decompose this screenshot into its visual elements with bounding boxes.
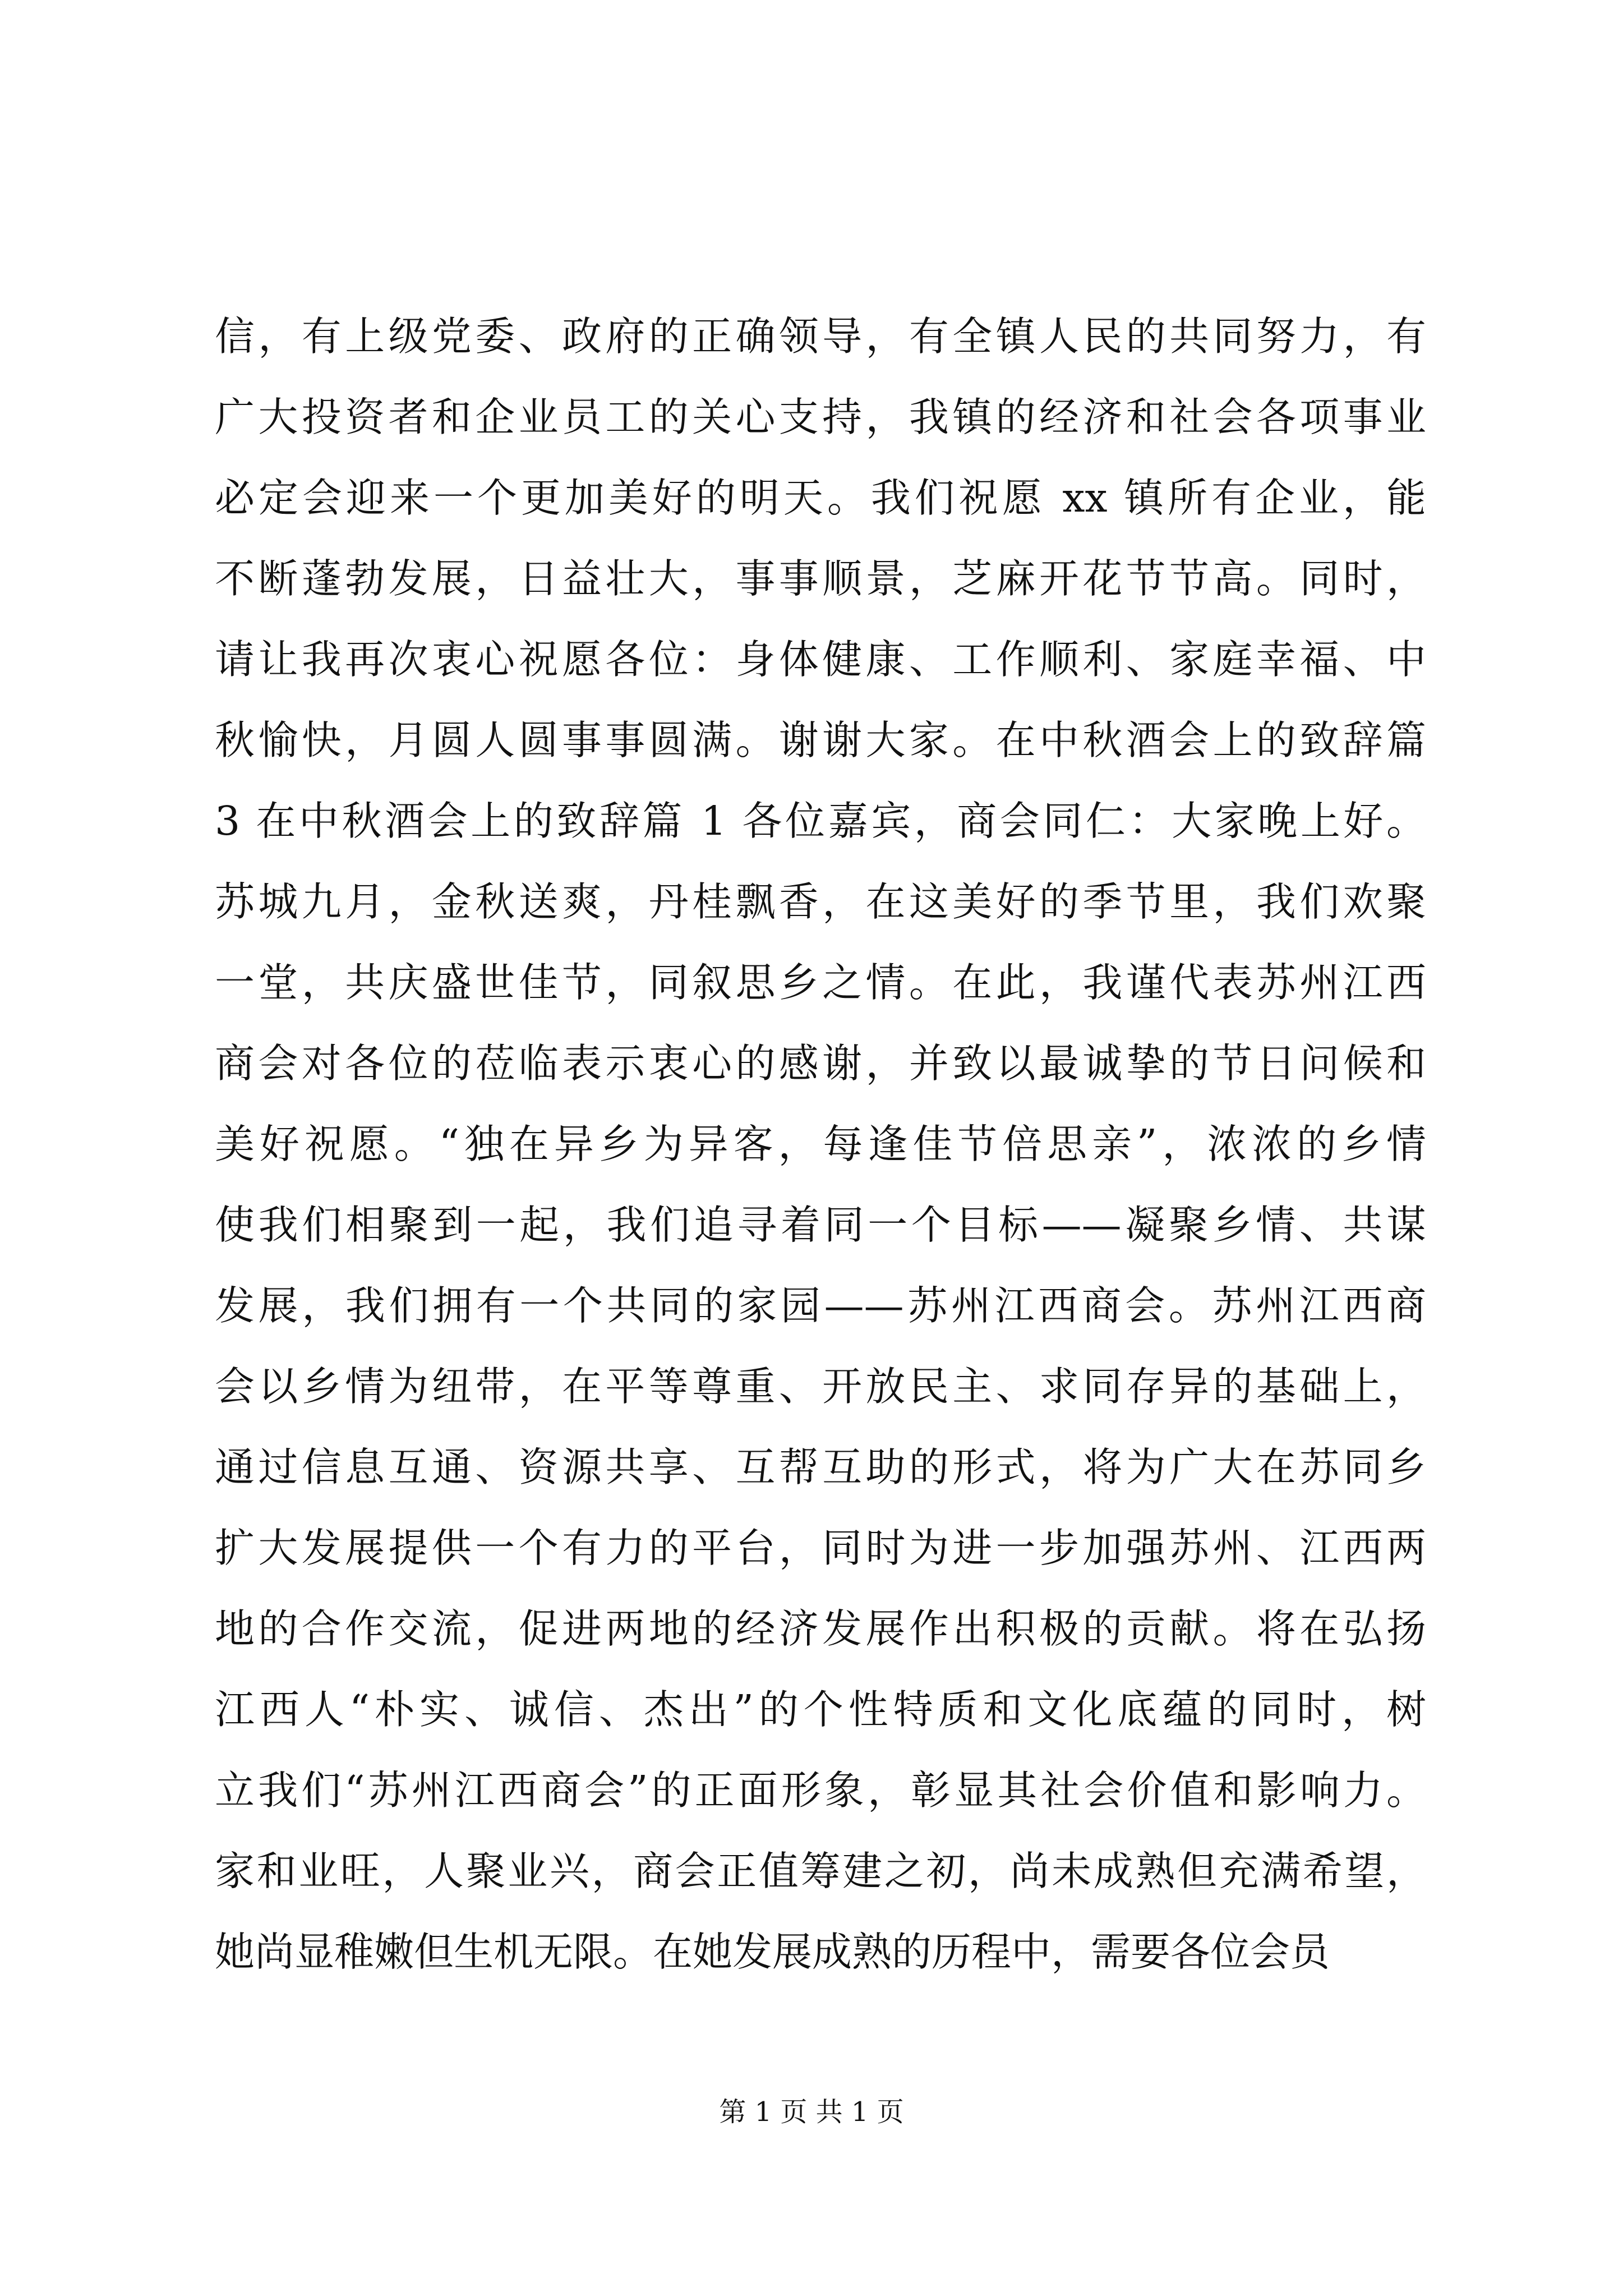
text-line: 扩大发展提供一个有力的平台，同时为进一步加强苏州、江西两 [215, 1525, 1426, 1571]
text-line: 请让我再次衷心祝愿各位：身体健康、工作顺利、家庭幸福、中 [215, 636, 1426, 683]
text-line: 发展，我们拥有一个共同的家园——苏州江西商会。苏州江西商 [215, 1282, 1426, 1329]
text-line: 必定会迎来一个更加美好的明天。我们祝愿 xx 镇所有企业，能 [215, 475, 1426, 521]
text-line: 不断蓬勃发展，日益壮大，事事顺景，芝麻开花节节高。同时， [215, 555, 1426, 602]
text-line: 家和业旺，人聚业兴，商会正值筹建之初，尚未成熟但充满希望， [215, 1848, 1426, 1894]
text-line: 一堂，共庆盛世佳节，同叙思乡之情。在此，我谨代表苏州江西 [215, 959, 1426, 1006]
text-line: 商会对各位的莅临表示衷心的感谢，并致以最诚挚的节日问候和 [215, 1040, 1426, 1087]
text-line: 地的合作交流，促进两地的经济发展作出积极的贡献。将在弘扬 [215, 1605, 1426, 1652]
page-number: 第 1 页 共 1 页 [719, 2096, 904, 2128]
text-line: 会以乡情为纽带，在平等尊重、开放民主、求同存异的基础上， [215, 1363, 1426, 1410]
text-line: 秋愉快，月圆人圆事事圆满。谢谢大家。在中秋酒会上的致辞篇 [215, 717, 1426, 763]
body-text [215, 296, 1426, 1993]
text-line: 使我们相聚到一起，我们追寻着同一个目标——凝聚乡情、共谋 [215, 1202, 1426, 1248]
text-line: 信，有上级党委、政府的正确领导，有全镇人民的共同努力，有 [215, 313, 1426, 360]
text-line: 她尚显稚嫩但生机无限。在她发展成熟的历程中，需要各位会员 [215, 1929, 1330, 1975]
text-line: 广大投资者和企业员工的关心支持，我镇的经济和社会各项事业 [215, 394, 1426, 440]
text-line: 江西人“朴实、诚信、杰出”的个性特质和文化底蕴的同时，树 [215, 1686, 1426, 1733]
text-line: 通过信息互通、资源共享、互帮互助的形式，将为广大在苏同乡 [215, 1444, 1426, 1490]
text-line: 3 在中秋酒会上的致辞篇 1 各位嘉宾，商会同仁：大家晚上好。 [215, 798, 1426, 844]
text-line: 立我们“苏州江西商会”的正面形象，彰显其社会价值和影响力。 [215, 1767, 1426, 1814]
text-line: 美好祝愿。“独在异乡为异客，每逢佳节倍思亲”，浓浓的乡情 [215, 1121, 1426, 1167]
text-line: 苏城九月，金秋送爽，丹桂飘香，在这美好的季节里，我们欢聚 [215, 878, 1426, 925]
page-footer [0, 2095, 1623, 2129]
